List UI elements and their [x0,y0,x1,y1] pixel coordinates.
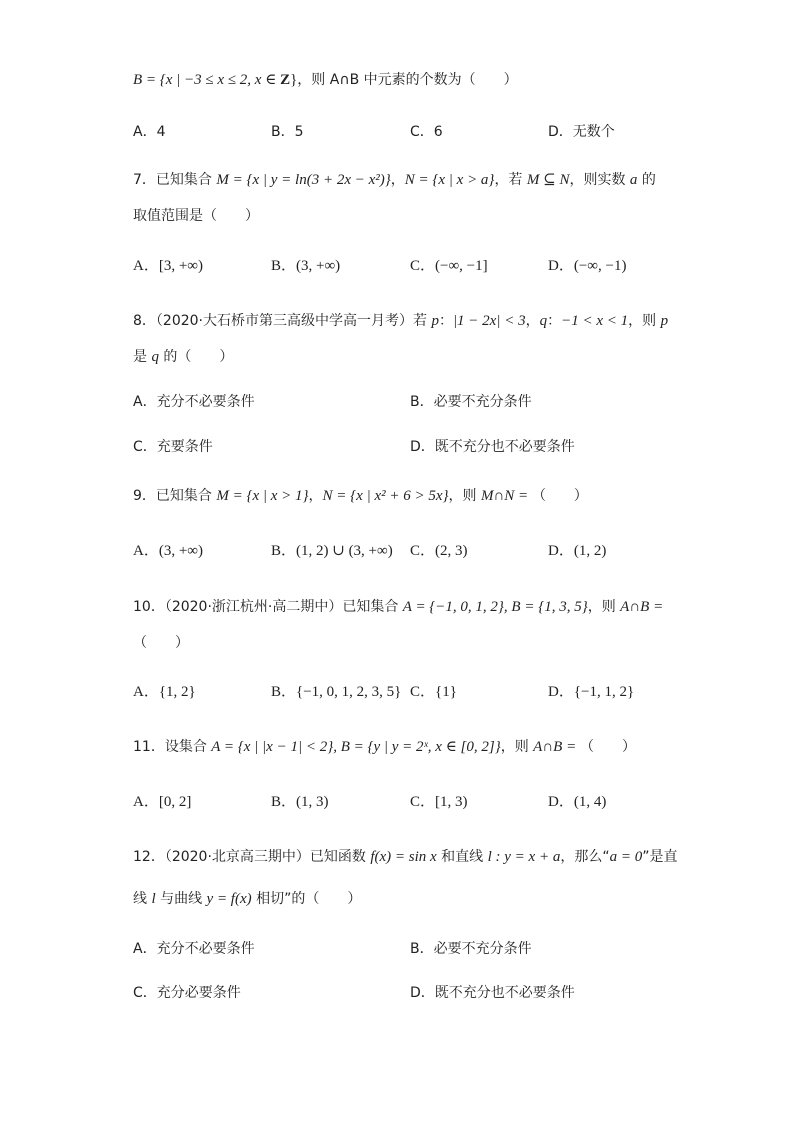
q12-option-a[interactable]: A．充分不必要条件 [133,941,255,957]
q8-option-c[interactable]: C．充要条件 [133,439,213,455]
q11-stem-line: 11．设集合 A = {x | |x − 1| < 2}, B = {y | y = 2ˣ, x ∈ [0, 2]}，则 A∩B = （ ） [133,739,636,755]
q12-option-c[interactable]: C．充分必要条件 [133,985,241,1001]
q7-stem-line-1: 7．已知集合 M = {x | y = ln(3 + 2x − x²)}，N = {x | x > a}，若 M ⊆ N，则实数 a 的 [133,172,656,188]
q10-stem-line-1: 10．（2020·浙江杭州·高二期中）已知集合 A = {−1, 0, 1, 2}, B = {1, 3, 5}，则 A∩B = [133,599,664,615]
q12-option-d[interactable]: D．既不充分也不必要条件 [410,985,575,1001]
q6-option-d[interactable]: D．无数个 [548,124,615,140]
q12-stem-line-1: 12．（2020·北京高三期中）已知函数 f(x) = sin x 和直线 l : y = x + a，那么“a = 0”是直 [133,849,678,865]
q10-stem-line-2: （ ） [133,635,189,651]
q12-stem-line-2: 线 l 与曲线 y = f(x) 相切”的（ ） [133,891,362,907]
q7-option-d[interactable]: D．(−∞, −1) [548,258,627,274]
q12-option-b[interactable]: B．必要不充分条件 [410,941,532,957]
q10-option-b[interactable]: B．{−1, 0, 1, 2, 3, 5} [271,684,402,700]
q11-option-a[interactable]: A．[0, 2] [133,794,192,810]
q7-option-b[interactable]: B．(3, +∞) [271,258,341,274]
q6-stem-line: B = {x | −3 ≤ x ≤ 2, x ∈ Z}，则 A∩B 中元素的个数为（ ） [133,72,518,88]
q9-option-b[interactable]: B．(1, 2) ∪ (3, +∞) [271,543,393,559]
q9-stem-line: 9．已知集合 M = {x | x > 1}，N = {x | x² + 6 > 5x}，则 M∩N = （ ） [133,488,588,504]
q10-option-c[interactable]: C．{1} [410,684,457,700]
q8-stem-line-1: 8．（2020·大石桥市第三高级中学高一月考）若 p：|1 − 2x| < 3，q：−1 < x < 1，则 p [133,313,669,329]
q7-stem-line-2: 取值范围是（ ） [133,208,259,224]
q8-option-d[interactable]: D．既不充分也不必要条件 [410,439,575,455]
q6-option-c[interactable]: C．6 [410,124,443,140]
q11-option-d[interactable]: D．(1, 4) [548,794,607,810]
q8-stem-line-2: 是 q 的（ ） [133,349,234,365]
q11-option-b[interactable]: B．(1, 3) [271,794,329,810]
q6-option-b[interactable]: B．5 [271,124,304,140]
q9-option-d[interactable]: D．(1, 2) [548,543,607,559]
q9-option-a[interactable]: A．(3, +∞) [133,543,203,559]
q10-option-a[interactable]: A．{1, 2} [133,684,196,700]
q10-option-d[interactable]: D．{−1, 1, 2} [548,684,635,700]
q7-option-c[interactable]: C．(−∞, −1] [410,258,488,274]
q11-option-c[interactable]: C．[1, 3) [410,794,468,810]
q9-option-c[interactable]: C．(2, 3) [410,543,468,559]
q7-option-a[interactable]: A．[3, +∞) [133,258,203,274]
q8-option-a[interactable]: A．充分不必要条件 [133,394,255,410]
q6-option-a[interactable]: A．4 [133,124,166,140]
q8-option-b[interactable]: B．必要不充分条件 [410,394,532,410]
